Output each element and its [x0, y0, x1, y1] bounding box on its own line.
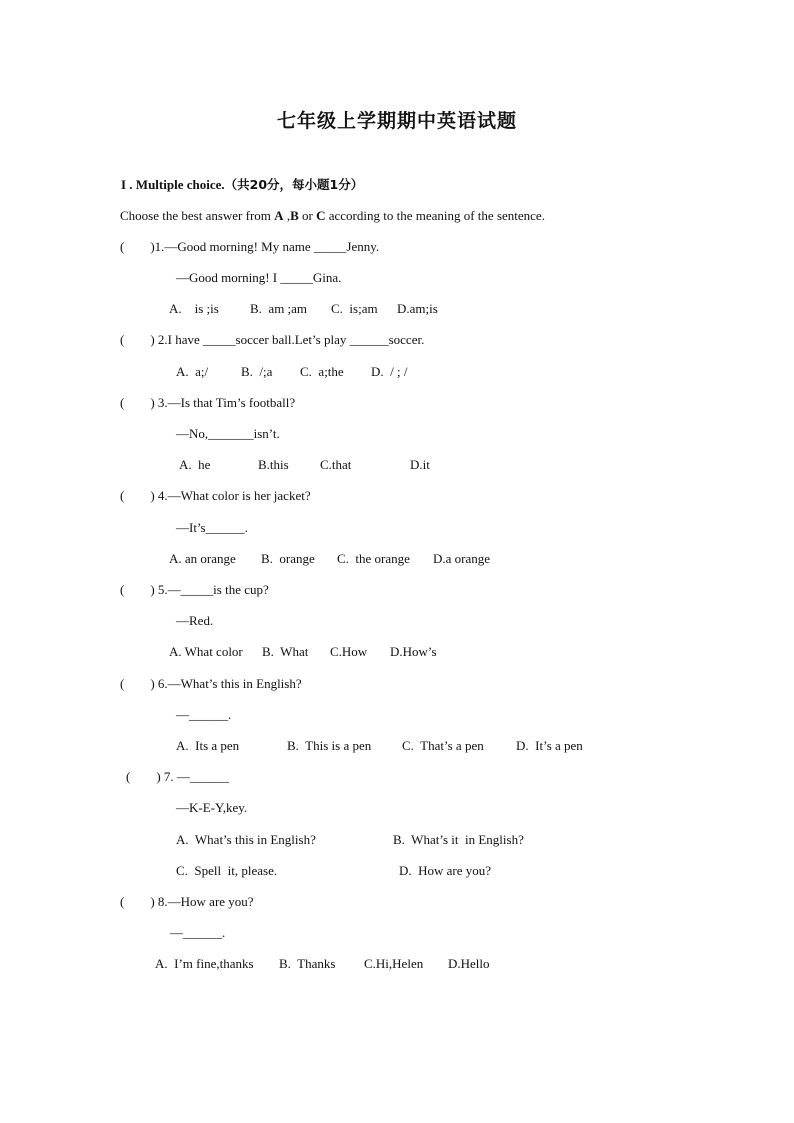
question-7-option-b: B. What’s it in English?	[393, 832, 524, 847]
question-5-option-a: A. What color	[169, 644, 243, 659]
question-5-option-d: D.How’s	[390, 644, 437, 659]
question-6-option-b: B. This is a pen	[287, 738, 372, 753]
question-6-stem: ( ) 6.—What’s this in English?	[120, 676, 302, 691]
instruction-after: according to the meaning of the sentence.	[325, 208, 545, 223]
question-5-option-c: C.How	[330, 644, 368, 659]
question-4-response: —It’s______.	[176, 520, 248, 535]
instruction-before: Choose the best answer from	[120, 208, 275, 223]
section-points: （共20分，每小题1分）	[224, 177, 364, 192]
question-3-option-a: A. he	[179, 457, 211, 472]
question-1-option-b: B. am ;am	[250, 301, 308, 316]
question-3-option-b: B.this	[258, 457, 289, 472]
question-1-option-d: D.am;is	[397, 301, 438, 316]
question-5-response: —Red.	[176, 613, 214, 628]
instruction-sep: ,	[283, 208, 291, 223]
question-3-stem: ( ) 3.—Is that Tim’s football?	[120, 395, 296, 410]
question-7-stem: ( ) 7. —______	[126, 769, 229, 784]
question-6-option-a: A. Its a pen	[176, 738, 240, 753]
question-8-option-a: A. I’m fine,thanks	[155, 956, 254, 971]
question-1-response: —Good morning! I _____Gina.	[176, 270, 342, 285]
instruction-a: A	[274, 208, 284, 223]
question-7-response: —K-E-Y,key.	[176, 800, 248, 815]
question-8-option-c: C.Hi,Helen	[364, 956, 424, 971]
instruction-b: B	[290, 208, 299, 223]
question-4-option-b: B. orange	[261, 551, 315, 566]
question-8-stem: ( ) 8.—How are you?	[120, 894, 254, 909]
question-4-option-c: C. the orange	[337, 551, 410, 566]
question-8-response: —______.	[170, 925, 226, 940]
question-2-option-a: A. a;/	[176, 364, 209, 379]
question-1-stem: ( )1.—Good morning! My name _____Jenny.	[120, 239, 380, 254]
question-8-option-d: D.Hello	[448, 956, 490, 971]
instruction-c: C	[316, 208, 326, 223]
question-6-response: —______.	[176, 707, 232, 722]
question-5-option-b: B. What	[262, 644, 309, 659]
question-7-option-d: D. How are you?	[399, 863, 492, 878]
section-heading	[121, 177, 363, 193]
question-7-option-a: A. What’s this in English?	[176, 832, 316, 847]
question-2-option-d: D. / ; /	[371, 364, 408, 379]
question-5-stem: ( ) 5.—_____is the cup?	[120, 582, 269, 597]
question-8-option-b: B. Thanks	[279, 956, 336, 971]
question-1-option-c: C. is;am	[331, 301, 378, 316]
question-6-option-c: C. That’s a pen	[402, 738, 484, 753]
question-2-option-b: B. /;a	[241, 364, 273, 379]
question-4-stem: ( ) 4.—What color is her jacket?	[120, 488, 311, 503]
question-3-option-d: D.it	[410, 457, 430, 472]
question-2-option-c: C. a;the	[300, 364, 344, 379]
page-title: 七年级上学期期中英语试题	[276, 110, 517, 132]
instruction	[120, 208, 545, 224]
question-6-option-d: D. It’s a pen	[516, 738, 583, 753]
question-3-option-c: C.that	[320, 457, 352, 472]
question-4-option-d: D.a orange	[433, 551, 491, 566]
question-3-response: —No,_______isn’t.	[176, 426, 280, 441]
question-1-option-a: A. is ;is	[169, 301, 219, 316]
instruction-or: or	[298, 208, 317, 223]
question-4-option-a: A. an orange	[169, 551, 236, 566]
question-7-option-c: C. Spell it, please.	[176, 863, 278, 878]
question-2-stem: ( ) 2.I have _____soccer ball.Let’s play ______soccer.	[120, 332, 425, 347]
section-label: I . Multiple choice.	[121, 177, 225, 192]
